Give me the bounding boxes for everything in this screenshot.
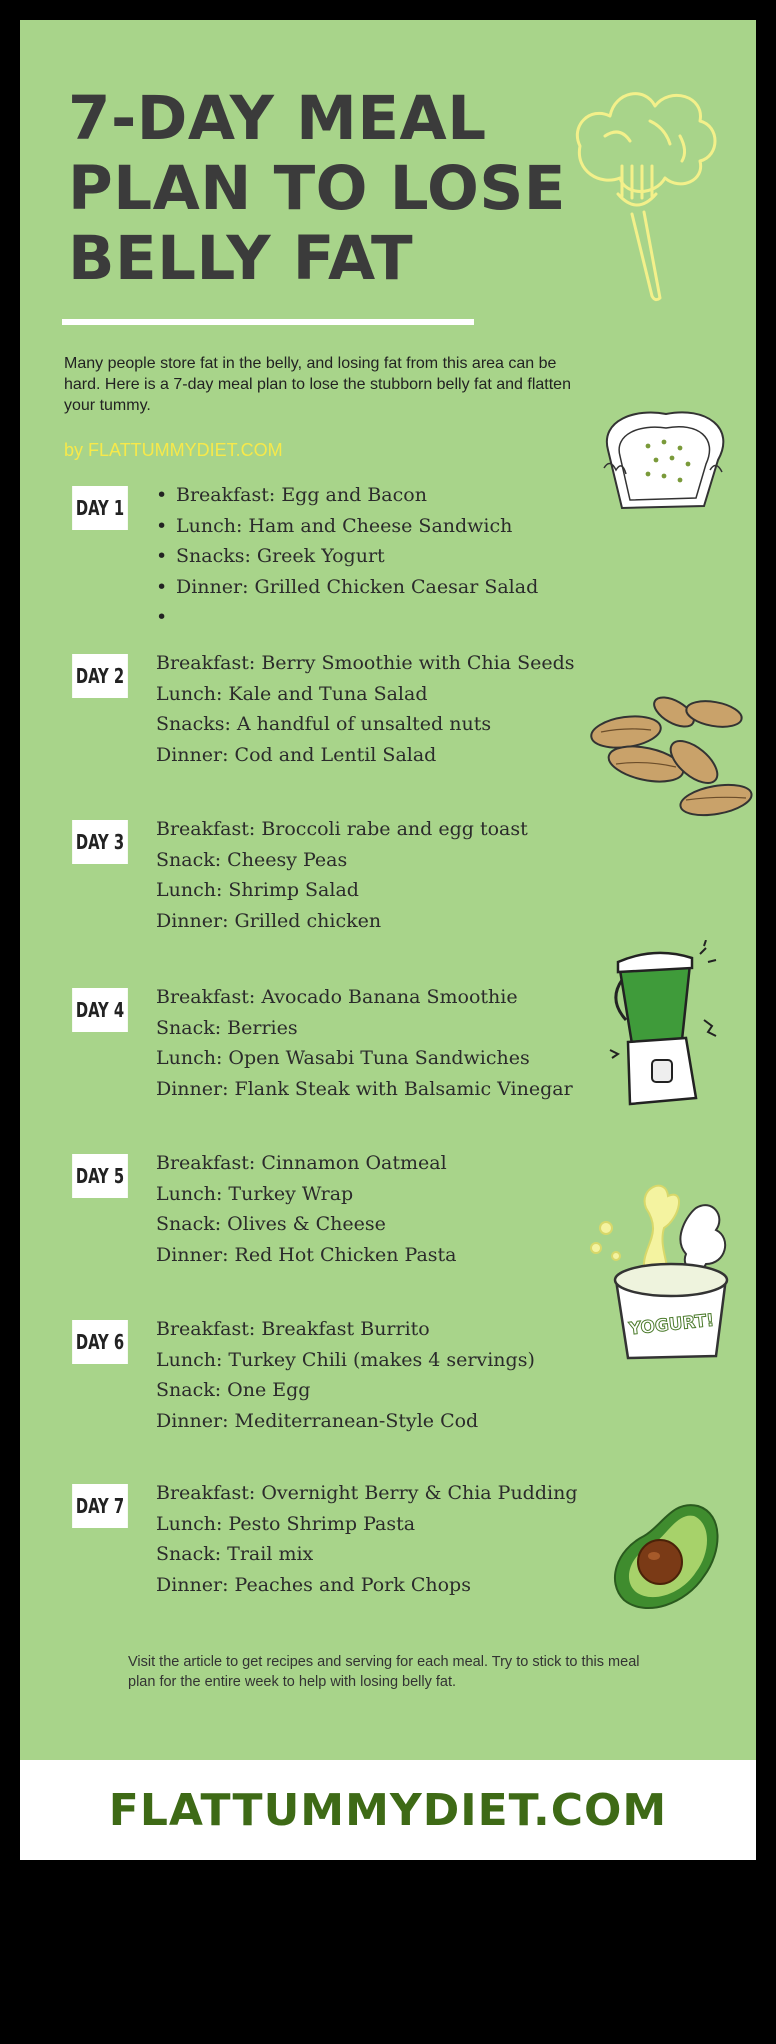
day-5 [20,1154,756,1304]
meal-item: Dinner: Grilled chicken [156,909,382,932]
meal-item: Lunch: Turkey Chili (makes 4 servings) [156,1348,535,1371]
divider [62,319,474,325]
meal-list [156,814,528,936]
footer-brand: FLATTUMMYDIET.COM [108,1784,668,1836]
day-1 [20,486,756,636]
day-badge: DAY 6 [72,1320,128,1364]
meal-list [156,982,573,1104]
day-badge: DAY 7 [72,1484,128,1528]
meal-list [156,1478,577,1600]
infographic [20,20,756,1760]
meal-list [156,1148,456,1270]
meal-item: Snack: Cheesy Peas [156,848,348,871]
meal-item: Snacks: A handful of unsalted nuts [156,713,492,735]
empty-bullet [176,602,538,632]
meal-list [176,480,538,632]
day-7 [20,1484,756,1634]
meal-item: Breakfast: Broccoli rabe and egg toast [156,818,528,840]
day-badge: DAY 2 [72,654,128,698]
meal-list [156,1314,535,1436]
meal-item: Dinner: Flank Steak with Balsamic Vinegar [156,1077,573,1100]
meal-item: Lunch: Turkey Wrap [156,1182,354,1205]
meal-item: Dinner: Cod and Lentil Salad [156,743,437,766]
day-3 [20,820,756,970]
meal-item: Breakfast: Breakfast Burrito [156,1318,430,1340]
meal-item: Lunch: Open Wasabi Tuna Sandwiches [156,1047,530,1069]
meal-item: • Lunch: Ham and Cheese Sandwich [176,511,538,542]
meal-list [156,648,575,770]
day-2 [20,654,756,804]
meal-item: Breakfast: Berry Smoothie with Chia Seeds [156,652,575,674]
meal-item: Breakfast: Avocado Banana Smoothie [156,986,518,1008]
meal-item: Lunch: Shrimp Salad [156,879,359,901]
footnote: Visit the article to get recipes and serving for each meal. Try to stick to this meal plan for the entire week to help with losing belly fat. [128,1654,640,1690]
meal-item: Dinner: Red Hot Chicken Pasta [156,1243,457,1266]
meal-item: Snack: Berries [156,1016,298,1039]
meal-item: Dinner: Mediterranean-Style Cod [156,1409,479,1432]
meal-item: Lunch: Pesto Shrimp Pasta [156,1512,416,1535]
meal-item: Lunch: Kale and Tuna Salad [156,682,428,705]
meal-item: Dinner: Peaches and Pork Chops [156,1573,471,1596]
meal-item: Snack: One Egg [156,1379,311,1401]
page-title: 7-DAY MEAL PLAN TO LOSE BELLY FAT [68,83,566,294]
day-badge: DAY 5 [72,1154,128,1198]
day-6 [20,1320,756,1470]
day-badge: DAY 1 [72,486,128,530]
broccoli-fork-icon [560,66,730,306]
meal-item: Snack: Olives & Cheese [156,1213,386,1235]
day-badge: DAY 3 [72,820,128,864]
meal-item: Breakfast: Overnight Berry & Chia Pudding [156,1482,578,1504]
meal-item: • Breakfast: Egg and Bacon [176,480,538,511]
footer-banner [20,1760,756,1860]
meal-item: • Dinner: Grilled Chicken Caesar Salad [176,572,538,603]
meal-item: Snack: Trail mix [156,1543,314,1565]
meal-item: Breakfast: Cinnamon Oatmeal [156,1152,447,1174]
byline: by FLATTUMMYDIET.COM [64,440,283,460]
intro-text: Many people store fat in the belly, and losing fat from this area can be hard. Here is a 7-day meal plan to lose the stubborn belly fat and flatten your tummy. [64,355,571,414]
day-4 [20,988,756,1138]
meal-item: • Snacks: Greek Yogurt [176,541,538,572]
day-badge: DAY 4 [72,988,128,1032]
yogurt-label: YOGURT! [627,1310,716,1340]
